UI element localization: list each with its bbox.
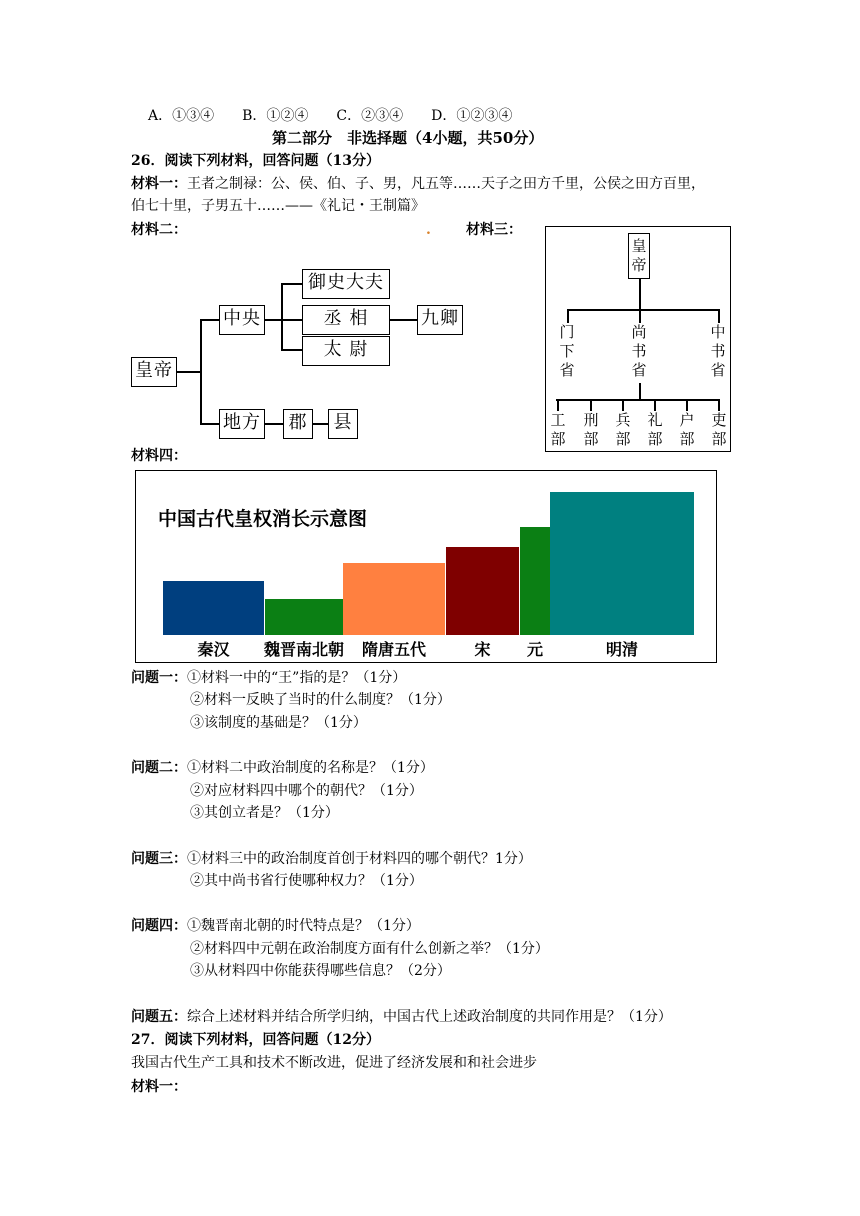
stray-dot: . — [426, 222, 431, 238]
d3-line — [639, 309, 641, 323]
chart-bar-0 — [163, 581, 264, 635]
question2-item3: ③其创立者是？（1分） — [190, 805, 339, 821]
d3-emperor-box — [628, 233, 650, 279]
question2-item1: 问题二：①材料二中政治制度的名称是？（1分） — [131, 760, 434, 776]
d2-line — [200, 319, 202, 425]
d3-province-menxia: 门下省 — [559, 323, 575, 379]
chart-bar-5 — [550, 492, 694, 635]
d3-line — [557, 399, 559, 411]
d2-chengxiang-box: 丞 相 — [302, 305, 390, 335]
chart-category-label-3: 宋 — [474, 640, 491, 659]
d2-line — [313, 423, 329, 425]
chart-bar-4 — [520, 527, 550, 635]
d2-line — [281, 283, 283, 351]
d3-ministry-2: 兵部 — [615, 411, 631, 448]
q27-line: 我国古代生产工具和技术不断改进，促进了经济发展和和社会进步 — [131, 1055, 537, 1071]
d2-line — [264, 319, 282, 321]
d3-ministry-1: 刑部 — [583, 411, 599, 448]
d2-jun-box: 郡 — [283, 409, 313, 439]
question4-item1: 问题四：①魏晋南北朝的时代特点是？（1分） — [131, 918, 420, 934]
d3-line — [718, 309, 720, 323]
d3-province-zhongshu: 中书省 — [710, 323, 726, 379]
d3-line — [718, 399, 720, 411]
d2-line — [200, 423, 220, 425]
d3-line — [639, 279, 641, 309]
material4-label: 材料四： — [131, 448, 187, 464]
chart-bar-1 — [265, 599, 343, 635]
d3-line — [639, 383, 641, 399]
d3-line — [556, 399, 720, 401]
question2-item2: ②对应材料四中哪个的朝代？（1分） — [190, 783, 423, 799]
d3-line — [590, 399, 592, 411]
d2-jiuqing-box: 九卿 — [417, 305, 463, 335]
d2-yushi-box: 御史大夫 — [302, 269, 390, 299]
material3-label: 材料三： — [466, 222, 522, 238]
material1-line2: 伯七十里，子男五十……——《礼记・王制篇》 — [131, 198, 425, 214]
chart-bar-3 — [446, 547, 519, 635]
chart-category-label-0: 秦汉 — [197, 640, 230, 659]
d3-ministry-5: 吏部 — [711, 411, 727, 448]
diagram-material3 — [545, 226, 731, 452]
d2-xian-box: 县 — [328, 409, 358, 439]
chart-category-label-1: 魏晋南北朝 — [263, 640, 344, 659]
d2-line — [281, 319, 303, 321]
q26-intro: 26．阅读下列材料，回答问题（13分） — [131, 153, 380, 169]
chart-category-label-4: 元 — [526, 640, 543, 659]
chart-bar-2 — [343, 563, 445, 635]
d3-emperor-text: 皇帝 — [631, 237, 647, 274]
d2-line — [281, 283, 303, 285]
question1-item2: ②材料一反映了当时的什么制度？（1分） — [190, 692, 451, 708]
d2-local-box: 地方 — [219, 409, 265, 439]
q27-material1-label: 材料一： — [131, 1079, 187, 1095]
question1-item1: 问题一：①材料一中的“王”指的是？（1分） — [131, 670, 407, 686]
d2-taiwei-box: 太 尉 — [302, 336, 390, 366]
d3-ministry-4: 户部 — [679, 411, 695, 448]
material1-line1: 材料一：王者之制禄：公、侯、伯、子、男，凡五等……天子之田方千里，公侯之田方百里， — [131, 176, 705, 192]
section-title: 第二部分 非选择题（4小题，共50分） — [272, 129, 544, 147]
d3-line — [622, 399, 624, 411]
question3-item1: 问题三：①材料三中的政治制度首创于材料四的哪个朝代？1分） — [131, 851, 532, 867]
d3-province-shangshu: 尚书省 — [631, 323, 647, 379]
question5: 问题五：综合上述材料并结合所学归纳，中国古代上述政治制度的共同作用是？（1分） — [131, 1009, 672, 1025]
d2-emperor-box: 皇帝 — [131, 357, 177, 387]
d3-ministry-3: 礼部 — [647, 411, 663, 448]
chart-category-label-5: 明清 — [605, 640, 638, 659]
d3-line — [654, 399, 656, 411]
q27-intro: 27．阅读下列材料，回答问题（12分） — [131, 1032, 380, 1048]
material2-label: 材料二： — [131, 222, 187, 238]
chart-title: 中国古代皇权消长示意图 — [158, 508, 368, 530]
d2-line — [281, 349, 303, 351]
d3-line — [686, 399, 688, 411]
d3-line — [567, 309, 569, 323]
question4-item3: ③从材料四中你能获得哪些信息？（2分） — [190, 963, 451, 979]
question4-item2: ②材料四中元朝在政治制度方面有什么创新之举？（1分） — [190, 941, 549, 957]
d2-line — [200, 319, 220, 321]
d2-line — [390, 319, 418, 321]
options-line: A．①③④ B．①②④ C．②③④ D．①②③④ — [148, 108, 513, 124]
question3-item2: ②其中尚书省行使哪种权力？（1分） — [190, 873, 423, 889]
d2-line — [177, 371, 201, 373]
chart-category-label-2: 隋唐五代 — [361, 640, 426, 659]
d3-ministry-0: 工部 — [550, 411, 566, 448]
d3-line — [567, 309, 719, 311]
d2-line — [264, 423, 284, 425]
d2-central-box: 中央 — [219, 305, 265, 335]
question1-item3: ③该制度的基础是？（1分） — [190, 715, 367, 731]
